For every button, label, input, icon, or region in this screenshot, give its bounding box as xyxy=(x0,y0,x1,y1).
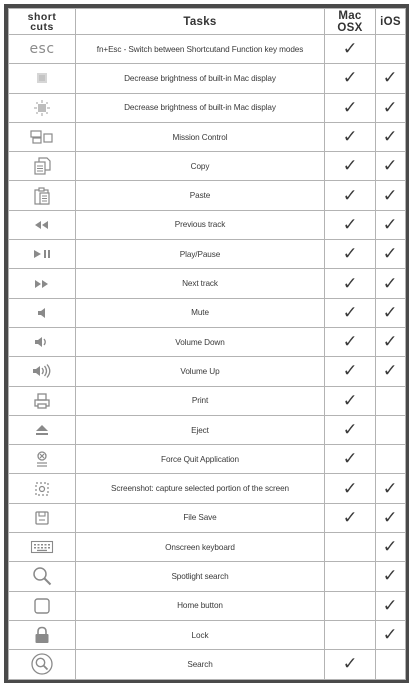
mac-checkmark-icon: ✓ xyxy=(342,361,358,382)
mac-checkmark-icon: ✓ xyxy=(342,420,358,440)
task-description: Lock xyxy=(76,620,325,649)
volume-down-icon xyxy=(9,335,75,349)
mac-checkmark-icon: ✓ xyxy=(342,273,358,294)
next-track-icon xyxy=(9,278,75,290)
table-row xyxy=(9,533,406,562)
shortcut-icon-cell xyxy=(9,562,76,591)
previous-track-icon xyxy=(9,219,75,231)
task-description: Eject xyxy=(76,415,325,444)
task-description: Paste xyxy=(76,181,325,210)
ios-support-cell xyxy=(376,240,406,269)
ios-support-cell xyxy=(376,152,406,181)
ios-checkmark-icon: ✓ xyxy=(383,97,398,118)
shortcut-icon-cell xyxy=(9,210,76,239)
task-description: Decrease brightness of built-in Mac display xyxy=(76,93,325,122)
task-description: Previous track xyxy=(76,210,325,239)
paste-icon xyxy=(9,186,75,206)
ios-support-cell xyxy=(376,650,406,679)
ios-support-cell xyxy=(376,210,406,239)
shortcut-icon-cell xyxy=(9,35,76,64)
mac-support-cell xyxy=(325,562,376,591)
ios-support-cell xyxy=(376,386,406,415)
ios-support-cell xyxy=(376,445,406,474)
ios-support-cell xyxy=(376,620,406,649)
shortcuts-table xyxy=(8,8,406,680)
shortcut-icon-cell xyxy=(9,386,76,415)
table-row xyxy=(9,650,406,679)
table-row xyxy=(9,327,406,356)
shortcut-icon-cell xyxy=(9,357,76,386)
ios-checkmark-icon: ✓ xyxy=(383,537,398,558)
table-row xyxy=(9,93,406,122)
table-row xyxy=(9,210,406,239)
ios-support-cell xyxy=(376,35,406,64)
file-save-icon xyxy=(9,510,75,526)
table-row xyxy=(9,386,406,415)
eject-icon xyxy=(9,423,75,437)
table-row xyxy=(9,35,406,64)
table-row xyxy=(9,474,406,503)
task-description: Next track xyxy=(76,269,325,298)
table-row xyxy=(9,357,406,386)
table-row xyxy=(9,64,406,93)
ios-support-cell xyxy=(376,64,406,93)
mac-support-cell xyxy=(325,64,376,93)
ios-support-cell xyxy=(376,327,406,356)
ios-support-cell xyxy=(376,474,406,503)
screenshot-icon xyxy=(9,480,75,498)
ios-support-cell xyxy=(376,93,406,122)
shortcut-icon-cell xyxy=(9,298,76,327)
mac-support-cell xyxy=(325,210,376,239)
ios-checkmark-icon: ✓ xyxy=(383,361,398,382)
task-description: Mute xyxy=(76,298,325,327)
mac-checkmark-icon: ✓ xyxy=(342,507,358,528)
mute-icon xyxy=(9,306,75,320)
table-row xyxy=(9,152,406,181)
mac-checkmark-icon: ✓ xyxy=(342,127,358,148)
mac-checkmark-icon: ✓ xyxy=(342,97,358,118)
mac-support-cell xyxy=(325,503,376,532)
mac-support-cell xyxy=(325,122,376,151)
mac-support-cell xyxy=(325,35,376,64)
table-row xyxy=(9,591,406,620)
ios-checkmark-icon: ✓ xyxy=(383,507,398,528)
shortcut-icon-cell xyxy=(9,122,76,151)
mac-support-cell xyxy=(325,357,376,386)
shortcut-icon-cell xyxy=(9,269,76,298)
task-description: Search xyxy=(76,650,325,679)
task-description: File Save xyxy=(76,503,325,532)
ios-support-cell xyxy=(376,181,406,210)
ios-checkmark-icon: ✓ xyxy=(383,566,398,587)
task-description: Home button xyxy=(76,591,325,620)
ios-support-cell xyxy=(376,503,406,532)
ios-checkmark-icon: ✓ xyxy=(383,478,398,499)
force-quit-icon xyxy=(9,450,75,468)
ios-support-cell xyxy=(376,269,406,298)
ios-support-cell xyxy=(376,415,406,444)
mac-support-cell xyxy=(325,152,376,181)
ios-support-cell xyxy=(376,357,406,386)
mission-control-icon xyxy=(9,129,75,145)
ios-support-cell xyxy=(376,122,406,151)
ios-checkmark-icon: ✓ xyxy=(383,273,398,294)
mac-checkmark-icon: ✓ xyxy=(342,214,358,235)
task-description: Screenshot: capture selected portion of the screen xyxy=(76,474,325,503)
task-description: Volume Down xyxy=(76,327,325,356)
shortcut-icon-cell xyxy=(9,64,76,93)
ios-checkmark-icon: ✓ xyxy=(383,244,398,265)
mac-support-cell xyxy=(325,327,376,356)
mac-checkmark-icon: ✓ xyxy=(342,478,358,499)
home-button-icon xyxy=(9,597,75,615)
copy-icon xyxy=(9,156,75,176)
table-row xyxy=(9,620,406,649)
shortcut-icon-cell xyxy=(9,152,76,181)
mac-support-cell xyxy=(325,93,376,122)
shortcut-icon-cell xyxy=(9,445,76,474)
ios-checkmark-icon: ✓ xyxy=(383,214,398,235)
ios-checkmark-icon: ✓ xyxy=(383,68,398,89)
table-row xyxy=(9,122,406,151)
mac-support-cell xyxy=(325,415,376,444)
ios-column-header: iOS xyxy=(376,9,406,35)
ios-support-cell xyxy=(376,533,406,562)
task-description: Play/Pause xyxy=(76,240,325,269)
mac-checkmark-icon: ✓ xyxy=(342,654,358,675)
task-description: Print xyxy=(76,386,325,415)
table-row xyxy=(9,503,406,532)
table-row xyxy=(9,298,406,327)
play-pause-icon xyxy=(9,248,75,260)
tasks-column-header: Tasks xyxy=(76,9,325,35)
table-row xyxy=(9,445,406,474)
task-description: Mission Control xyxy=(76,122,325,151)
mac-checkmark-icon: ✓ xyxy=(342,332,358,353)
keyboard-icon xyxy=(9,540,75,554)
table-header-row xyxy=(9,9,406,35)
mac-checkmark-icon: ✓ xyxy=(342,39,358,60)
table-row xyxy=(9,269,406,298)
brightness-up-icon xyxy=(9,99,75,117)
table-row xyxy=(9,240,406,269)
ios-support-cell xyxy=(376,562,406,591)
mac-checkmark-icon: ✓ xyxy=(342,68,358,89)
volume-up-icon xyxy=(9,363,75,379)
table-row xyxy=(9,562,406,591)
shortcut-icon-cell xyxy=(9,591,76,620)
shortcuts-table-frame xyxy=(4,4,409,683)
search-icon xyxy=(9,652,75,676)
shortcut-icon-cell xyxy=(9,240,76,269)
mac-support-cell xyxy=(325,620,376,649)
mac-support-cell xyxy=(325,269,376,298)
ios-support-cell xyxy=(376,591,406,620)
mac-column-header: Mac OSX xyxy=(325,9,376,35)
shortcut-icon-cell xyxy=(9,181,76,210)
shortcut-icon-cell xyxy=(9,533,76,562)
task-description: Onscreen keyboard xyxy=(76,533,325,562)
mac-checkmark-icon: ✓ xyxy=(342,244,358,265)
mac-support-cell xyxy=(325,591,376,620)
mac-support-cell xyxy=(325,650,376,679)
ios-checkmark-icon: ✓ xyxy=(383,332,398,353)
lock-icon xyxy=(9,625,75,645)
task-description: Force Quit Application xyxy=(76,445,325,474)
mac-support-cell xyxy=(325,181,376,210)
shortcut-icon-cell xyxy=(9,415,76,444)
shortcut-icon-cell xyxy=(9,503,76,532)
shortcut-icon-cell xyxy=(9,650,76,679)
shortcut-icon-cell xyxy=(9,474,76,503)
mac-checkmark-icon: ✓ xyxy=(342,390,358,411)
table-row xyxy=(9,415,406,444)
task-description: Decrease brightness of built-in Mac display xyxy=(76,64,325,93)
shortcut-icon-cell xyxy=(9,93,76,122)
print-icon xyxy=(9,392,75,410)
shortcuts-header-line2: cuts xyxy=(30,20,54,33)
ios-checkmark-icon: ✓ xyxy=(383,625,398,646)
esc-key-icon: esc xyxy=(29,41,55,58)
task-description: Copy xyxy=(76,152,325,181)
mac-support-cell xyxy=(325,474,376,503)
ios-checkmark-icon: ✓ xyxy=(383,302,398,323)
task-description: fn+Esc - Switch between Shortcutand Function key modes xyxy=(76,35,325,64)
task-description: Spotlight search xyxy=(76,562,325,591)
mac-support-cell xyxy=(325,386,376,415)
shortcut-icon-cell xyxy=(9,620,76,649)
mac-support-cell xyxy=(325,298,376,327)
table-row xyxy=(9,181,406,210)
shortcut-icon-cell xyxy=(9,327,76,356)
ios-checkmark-icon: ✓ xyxy=(383,156,398,177)
mac-support-cell xyxy=(325,533,376,562)
mac-checkmark-icon: ✓ xyxy=(342,185,358,206)
ios-checkmark-icon: ✓ xyxy=(383,185,398,206)
spotlight-search-icon xyxy=(9,565,75,587)
mac-support-cell xyxy=(325,240,376,269)
brightness-down-icon xyxy=(9,69,75,87)
shortcuts-header-line1: short xyxy=(27,10,57,23)
shortcuts-column-header xyxy=(9,9,76,35)
mac-checkmark-icon: ✓ xyxy=(342,302,358,323)
ios-support-cell xyxy=(376,298,406,327)
ios-checkmark-icon: ✓ xyxy=(383,127,398,148)
ios-checkmark-icon: ✓ xyxy=(383,595,398,616)
mac-checkmark-icon: ✓ xyxy=(342,156,358,177)
task-description: Volume Up xyxy=(76,357,325,386)
mac-support-cell xyxy=(325,445,376,474)
mac-checkmark-icon: ✓ xyxy=(342,449,358,470)
